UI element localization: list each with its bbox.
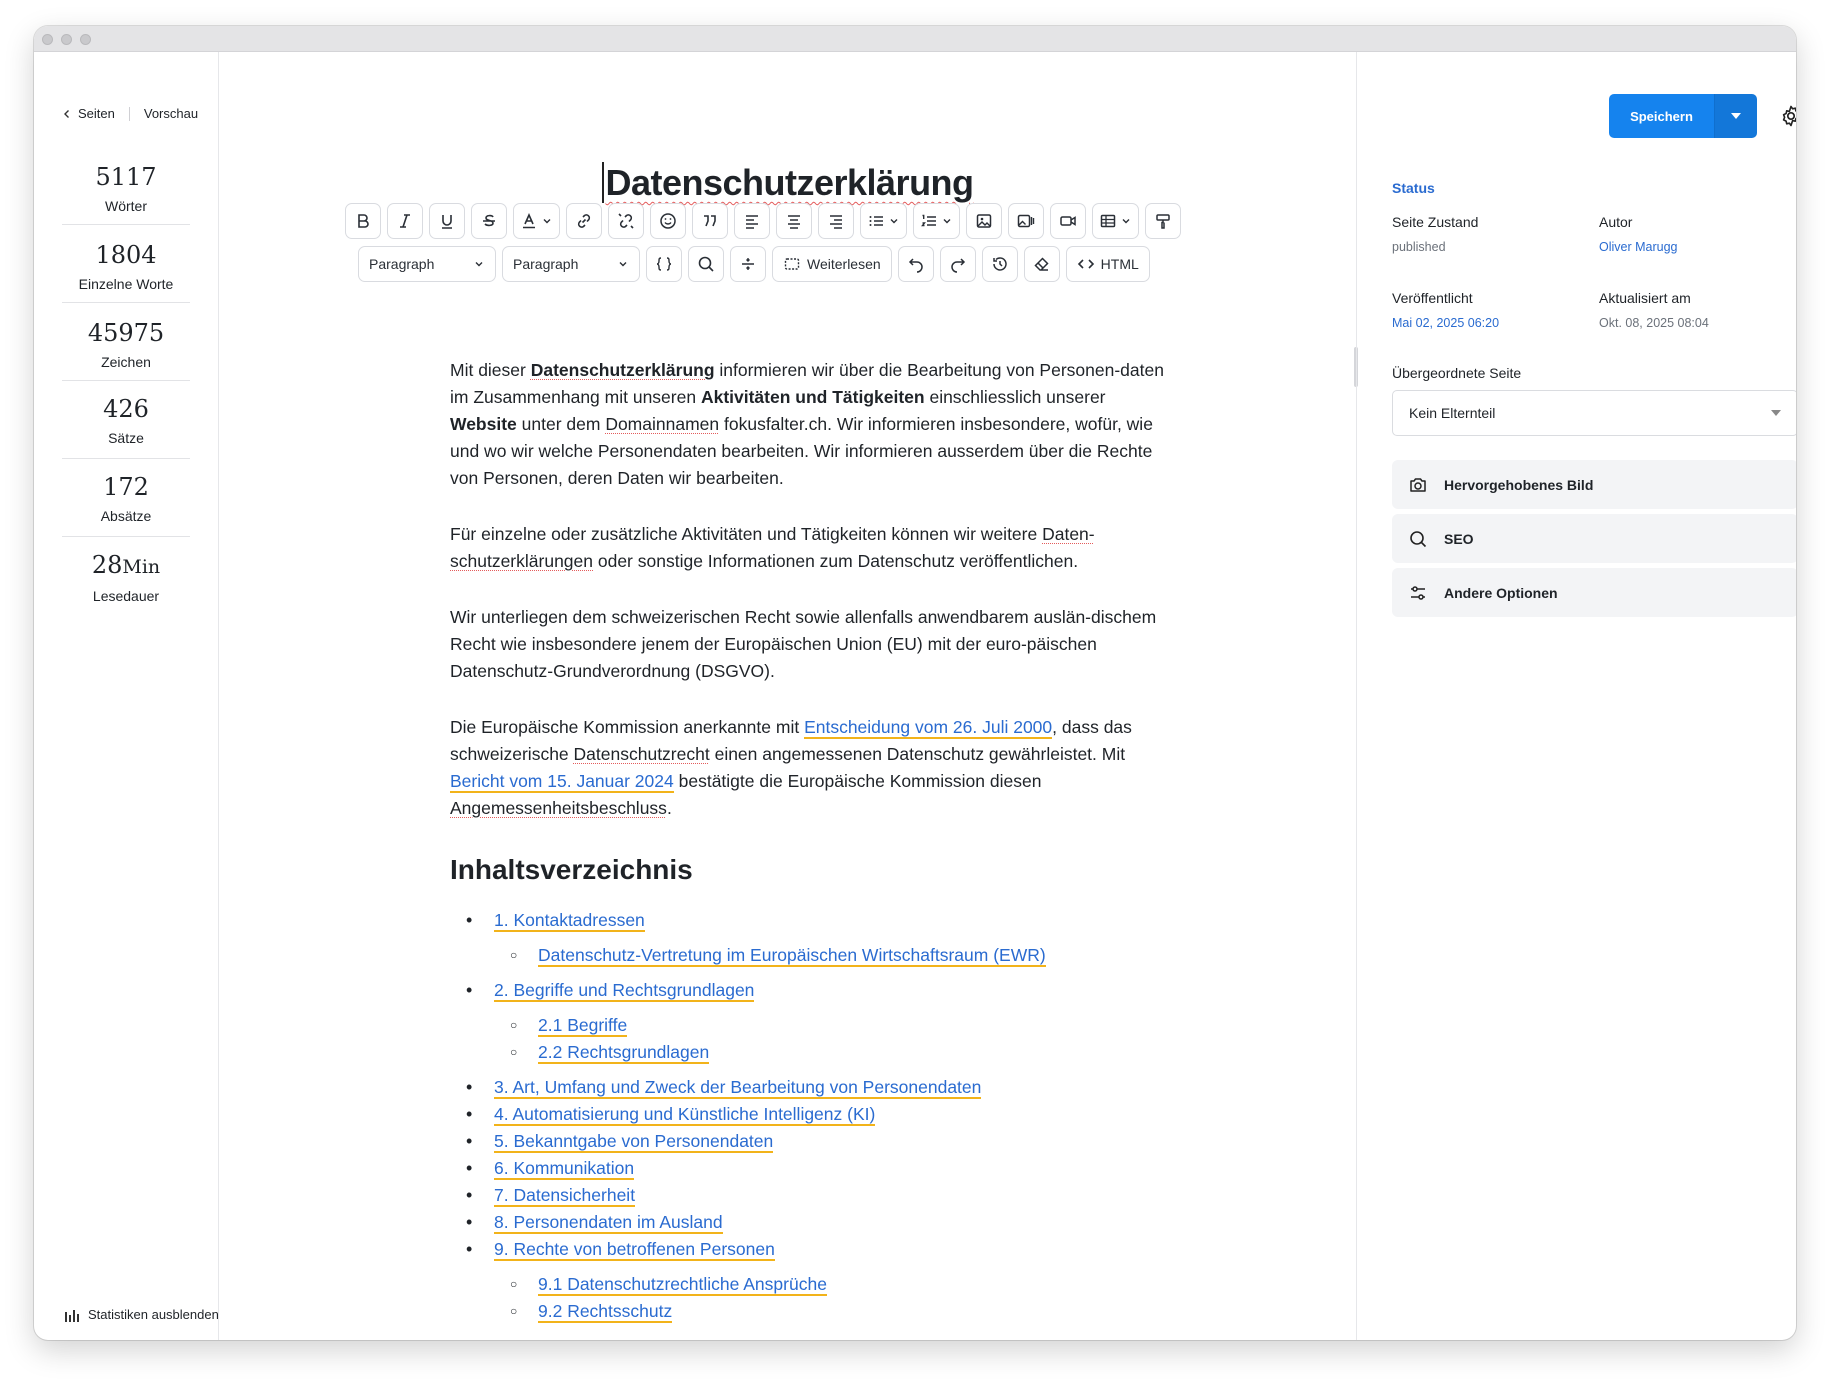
stat-words	[62, 162, 190, 214]
table-icon	[1099, 212, 1117, 230]
toc-item	[450, 1101, 1170, 1128]
toc-link[interactable]: 9. Rechte von betroffenen Personen	[494, 1239, 775, 1259]
panel-label: Andere Optionen	[1444, 584, 1558, 601]
published-date-value[interactable]: Mai 02, 2025 06:20	[1392, 316, 1500, 330]
stat-divider	[62, 380, 190, 381]
toc-link[interactable]: 9.2 Rechtsschutz	[538, 1301, 673, 1321]
block-format-value: Paragraph	[369, 256, 435, 272]
save-options-dropdown[interactable]	[1715, 94, 1757, 138]
paragraph: Mit dieser Datenschutzerklärung informieren wir über die Bearbeitung von Personen-daten im Zusammenhang mit unseren Aktivitäten und Tätigkeiten einschliesslich unserer Website unter dem Domainnamen fokusfalter.ch. Wir informieren insbesondere, wofür, wie und wo wir welche Personendaten bearbeiten. Wir informieren ausserdem über die Rechte von Personen, deren Daten wir bearbeiten.	[450, 360, 1164, 488]
stat-value: 172	[103, 473, 149, 501]
search-icon	[1408, 529, 1428, 549]
redo-button[interactable]	[940, 246, 976, 282]
chevron-down-icon	[473, 258, 485, 270]
toc-item	[450, 1209, 1170, 1236]
updated-date-value: Okt. 08, 2025 08:04	[1599, 316, 1709, 330]
app-window	[34, 26, 1796, 1340]
formatting-toolbar-row-2	[358, 246, 1150, 282]
stat-sentences	[62, 394, 190, 446]
stat-value: 1804	[95, 241, 157, 269]
chevron-down-icon	[541, 215, 553, 227]
stat-value: 426	[103, 395, 149, 423]
parent-page-select[interactable]	[1392, 390, 1796, 436]
toc-link[interactable]: 1. Kontaktadressen	[494, 910, 645, 930]
braces-icon	[655, 255, 673, 273]
paragraph: Wir unterliegen dem schweizerischen Recht sowie allenfalls anwendbarem auslän-dischem Recht wie insbesondere jenem der Europäischen Union (EU) mit der euro-päischen Datenschutz-Grundverordnung (DSGVO).	[450, 607, 1157, 681]
back-label: Seiten	[78, 106, 115, 121]
stat-label: Wörter	[105, 198, 147, 214]
save-button[interactable]: Speichern	[1609, 94, 1715, 138]
history-icon	[991, 255, 1009, 273]
page-state-label: Seite Zustand	[1392, 214, 1479, 230]
toc-link[interactable]: 9.1 Datenschutzrechtliche Ansprüche	[538, 1274, 827, 1294]
author-label: Autor	[1599, 214, 1633, 230]
toc-link[interactable]: 5. Bekanntgabe von Personendaten	[494, 1131, 774, 1151]
updated-label: Aktualisiert am	[1599, 290, 1691, 306]
editor-area	[220, 52, 1356, 1340]
panel-label: Hervorgehobenes Bild	[1444, 476, 1594, 493]
paragraph: Für einzelne oder zusätzliche Aktivitäten und Tätigkeiten können wir weitere Daten-schutzerklärungen oder sonstige Informationen zum Datenschutz veröffentlichen.	[450, 524, 1095, 571]
toc-item	[450, 977, 1170, 1004]
toc-link[interactable]: 2.1 Begriffe	[538, 1015, 628, 1035]
stat-paragraphs	[62, 472, 190, 524]
paragraph-style-select[interactable]	[502, 246, 640, 282]
undo-icon	[907, 255, 925, 273]
report-link[interactable]: Bericht vom 15. Januar 2024	[450, 771, 674, 791]
emoji-button[interactable]	[650, 203, 686, 239]
emoji-icon	[659, 212, 677, 230]
stat-value: 28Min	[91, 551, 161, 579]
toc-subitem	[450, 942, 1170, 969]
toc-link[interactable]: 2.2 Rechtsgrundlagen	[538, 1042, 710, 1062]
sliders-icon	[1408, 583, 1428, 603]
status-section-title: Status	[1392, 180, 1435, 196]
stat-divider	[62, 536, 190, 537]
hide-statistics-label: Statistiken ausblenden	[88, 1307, 219, 1322]
stat-reading-time	[62, 550, 190, 604]
nav-divider	[129, 107, 130, 121]
blockquote-icon	[701, 212, 719, 230]
video-icon	[1059, 212, 1077, 230]
insert-image-button[interactable]	[966, 203, 1002, 239]
stat-label: Lesedauer	[92, 588, 160, 604]
numbered-list-button[interactable]	[913, 203, 960, 239]
stat-label: Einzelne Worte	[78, 276, 174, 292]
italic-icon	[396, 212, 414, 230]
bold-button[interactable]	[345, 203, 381, 239]
redo-icon	[949, 255, 967, 273]
window-zoom-dot[interactable]	[80, 34, 91, 45]
published-label: Veröffentlicht	[1392, 290, 1473, 306]
toc-link[interactable]: 8. Personendaten im Ausland	[494, 1212, 723, 1232]
caret-down-icon	[1731, 113, 1741, 119]
html-label: HTML	[1100, 256, 1139, 272]
toc-item	[450, 1074, 1170, 1101]
strikethrough-button[interactable]	[471, 203, 507, 239]
underline-icon	[438, 212, 456, 230]
strikethrough-icon	[480, 212, 498, 230]
eraser-icon	[1033, 255, 1051, 273]
toc-item	[450, 1155, 1170, 1182]
featured-image-panel[interactable]	[1392, 460, 1796, 509]
page-state	[1392, 214, 1478, 254]
save-button-group	[1609, 94, 1757, 138]
stat-label: Sätze	[108, 430, 144, 446]
top-nav	[62, 106, 198, 121]
toc-subitem	[450, 1012, 1170, 1039]
window-close-dot[interactable]	[42, 34, 53, 45]
stat-value: 45975	[87, 319, 165, 347]
toc-subitem	[450, 1298, 1170, 1325]
other-options-panel[interactable]	[1392, 568, 1796, 617]
chevron-left-icon	[62, 109, 72, 119]
panel-label: SEO	[1444, 530, 1474, 547]
window-titlebar	[34, 26, 1796, 52]
stat-characters	[62, 318, 190, 370]
undo-button[interactable]	[898, 246, 934, 282]
statistics-panel	[34, 52, 219, 1340]
author	[1599, 214, 1678, 254]
preview-link[interactable]: Vorschau	[143, 106, 199, 121]
hide-statistics-button[interactable]	[64, 1307, 219, 1322]
decision-link[interactable]: Entscheidung vom 26. Juli 2000	[804, 717, 1053, 737]
back-to-pages-link[interactable]	[62, 106, 115, 121]
italic-button[interactable]	[387, 203, 423, 239]
stat-unique-words	[62, 240, 190, 292]
stat-value: 5117	[95, 163, 157, 191]
paint-format-icon	[1154, 212, 1172, 230]
code-icon	[1077, 255, 1095, 273]
remove-link-button[interactable]	[608, 203, 644, 239]
stat-divider	[62, 458, 190, 459]
align-center-button[interactable]	[776, 203, 812, 239]
insert-table-button[interactable]	[1092, 203, 1139, 239]
toc-item	[450, 1128, 1170, 1155]
underline-button[interactable]	[429, 203, 465, 239]
toc-link[interactable]: 4. Automatisierung und Künstliche Intelligenz (KI)	[494, 1104, 876, 1124]
toc-link[interactable]: 2. Begriffe und Rechtsgrundlagen	[494, 980, 755, 1000]
align-left-button[interactable]	[734, 203, 770, 239]
bar-chart-icon	[64, 1308, 80, 1322]
align-right-button[interactable]	[818, 203, 854, 239]
code-block-button[interactable]	[646, 246, 682, 282]
format-painter-button[interactable]	[1145, 203, 1181, 239]
chevron-down-icon	[1120, 215, 1132, 227]
toc-item	[450, 907, 1170, 934]
align-left-icon	[743, 212, 761, 230]
read-more-icon	[783, 255, 801, 273]
parent-page-value: Kein Elternteil	[1409, 405, 1496, 421]
formatting-toolbar-row-1	[345, 203, 1181, 239]
horizontal-rule-button[interactable]	[730, 246, 766, 282]
clear-format-button[interactable]	[1024, 246, 1060, 282]
toc-item	[450, 1236, 1170, 1263]
bold-icon	[354, 212, 372, 230]
toc-link[interactable]: 6. Kommunikation	[494, 1158, 635, 1178]
document-body[interactable]	[450, 357, 1170, 1325]
blockquote-button[interactable]	[692, 203, 728, 239]
html-source-button[interactable]	[1066, 246, 1150, 282]
chevron-down-icon	[941, 215, 953, 227]
numbered-list-icon	[920, 212, 938, 230]
bullet-list-icon	[867, 212, 885, 230]
align-right-icon	[827, 212, 845, 230]
seo-panel[interactable]	[1392, 514, 1796, 563]
text-color-icon	[520, 212, 538, 230]
read-more-button[interactable]	[772, 246, 892, 282]
page-title[interactable]	[220, 162, 1356, 204]
text-color-button[interactable]	[513, 203, 560, 239]
read-more-label: Weiterlesen	[807, 256, 881, 272]
find-replace-button[interactable]	[688, 246, 724, 282]
stat-divider	[62, 302, 190, 303]
chevron-down-icon	[888, 215, 900, 227]
updated-date	[1599, 290, 1709, 330]
stat-label: Absätze	[100, 508, 152, 524]
history-button[interactable]	[982, 246, 1018, 282]
toc-link[interactable]: 3. Art, Umfang und Zweck der Bearbeitung von Personendaten	[494, 1077, 982, 1097]
paragraph-style-value: Paragraph	[513, 256, 579, 272]
toc-heading: Inhaltsverzeichnis	[450, 854, 693, 885]
gallery-icon	[1017, 212, 1035, 230]
link-icon	[575, 212, 593, 230]
insert-gallery-button[interactable]	[1008, 203, 1044, 239]
bullet-list-button[interactable]	[860, 203, 907, 239]
table-of-contents	[450, 907, 1170, 1325]
parent-page-label: Übergeordnete Seite	[1392, 365, 1522, 381]
block-format-select[interactable]	[358, 246, 496, 282]
caret-down-icon	[1771, 410, 1781, 416]
settings-sidebar	[1356, 52, 1796, 1340]
image-icon	[975, 212, 993, 230]
toc-subitem	[450, 1039, 1170, 1066]
window-minimize-dot[interactable]	[61, 34, 72, 45]
page-state-value: published	[1392, 240, 1446, 254]
gear-icon[interactable]	[1779, 104, 1796, 128]
page-title-text: Datenschutzerklärung	[602, 162, 973, 203]
toc-subitem	[450, 1271, 1170, 1298]
camera-icon	[1408, 475, 1428, 495]
align-center-icon	[785, 212, 803, 230]
unlink-icon	[617, 212, 635, 230]
search-icon	[697, 255, 715, 273]
stat-divider	[62, 224, 190, 225]
paragraph: Die Europäische Kommission anerkannte mit Entscheidung vom 26. Juli 2000, dass das schweizerische Datenschutzrecht einen angemessenen Datenschutz gewährleistet. Mit Bericht vom 15. Januar 2024 bestätigte die Europäische Kommission diesen Angemessenheitsbeschluss.	[450, 717, 1132, 818]
toc-link[interactable]: Datenschutz-Vertretung im Europäischen Wirtschaftsraum (EWR)	[538, 945, 1046, 965]
published-date	[1392, 290, 1499, 330]
stat-unit: Min	[122, 556, 161, 578]
divider-icon	[739, 255, 757, 273]
stat-label: Zeichen	[101, 354, 151, 370]
insert-link-button[interactable]	[566, 203, 602, 239]
toc-link[interactable]: 7. Datensicherheit	[494, 1185, 636, 1205]
chevron-down-icon	[617, 258, 629, 270]
toc-item	[450, 1182, 1170, 1209]
insert-video-button[interactable]	[1050, 203, 1086, 239]
author-link[interactable]: Oliver Marugg	[1599, 240, 1678, 254]
